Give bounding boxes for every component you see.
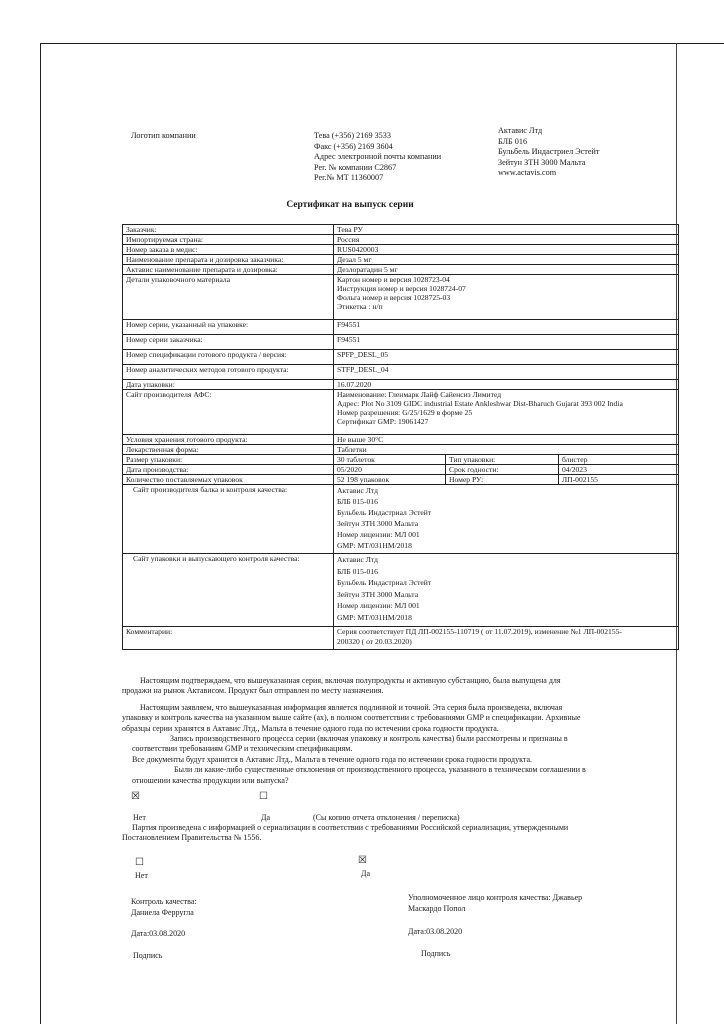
comments-value xyxy=(334,627,679,650)
table-row xyxy=(123,365,679,380)
row-value: F94551 xyxy=(334,320,679,335)
api-site-line: Номер разрешения: G/25/1629 в форме 25 xyxy=(337,408,473,417)
address-line: БЛБ 016 xyxy=(498,136,528,146)
declaration-text xyxy=(122,676,662,786)
page-border-left xyxy=(40,43,41,1024)
row-value: 52 198 упаковок xyxy=(334,475,446,485)
serialization-text xyxy=(122,823,662,844)
row-sub-value: блистер xyxy=(559,455,679,465)
table-row xyxy=(123,245,679,255)
table-row xyxy=(123,455,679,465)
table-row xyxy=(123,475,679,485)
release-site-line: GMP: MT/031HM/2018 xyxy=(337,612,412,622)
paragraph-line: Настоящим заявляем, что вышеуказанная информация является подлинной и точной. Эта серия была произведена, включая xyxy=(140,702,563,712)
bulk-site-line: Актавис Лтд xyxy=(337,486,379,495)
row-label: Сайт упаковки и выпускающего контроля качества: xyxy=(123,554,334,627)
row-sub-label: Срок годности: xyxy=(446,465,559,475)
paragraph-line: образцы серии хранятся в Актавис Лтд., Мальта в течение одного года по истечении срока годности продукта. xyxy=(122,723,499,733)
row-value: 30 таблеток xyxy=(334,455,446,465)
contact-line: Факс (+356) 2169 3604 xyxy=(314,141,393,151)
bulk-site-line: GMP: MT/031HM/2018 xyxy=(337,541,412,550)
deviation-yes-note: (Сы копию отчета отклонения / переписка) xyxy=(313,813,460,822)
release-site-line: Актавис Лтд xyxy=(337,555,379,564)
row-label: Сайт производителя АФС: xyxy=(123,390,334,435)
comment-line: Серия соответствует ПД ЛП-002155-110719 ( от 11.07.2019), изменение №1 ЛП-002155- xyxy=(337,627,622,636)
row-value: Дезал 5 мг xyxy=(334,255,679,265)
row-label: Номер спецификации готового продукта / версия: xyxy=(123,350,334,365)
table-row xyxy=(123,225,679,235)
table-row xyxy=(123,465,679,475)
qp-name: Маскардо Попол xyxy=(408,904,466,913)
paragraph-line: Настоящим подтверждаем, что вышеуказанная серия, включая полупродукты и активную субстанцию, была выпущена для xyxy=(140,676,561,685)
row-label: Номер аналитических методов готового продукта: xyxy=(123,365,334,380)
qp-signature-label: Подпись xyxy=(421,949,451,958)
row-label: Импортируемая страна: xyxy=(123,235,334,245)
contact-line: Рег.№ МТ 11360007 xyxy=(314,173,384,183)
qp-label: Уполномоченное лицо контроля качества: Джавьер xyxy=(408,893,583,902)
row-value: Дезлоратадин 5 мг xyxy=(334,265,679,275)
row-value: F94551 xyxy=(334,335,679,350)
row-value: Таблетки xyxy=(334,445,679,455)
address-line: Актавис Лтд xyxy=(498,126,543,135)
deviation-no-checkbox[interactable]: ☒ xyxy=(131,791,140,802)
row-sub-label: Номер РУ: xyxy=(446,475,559,485)
packaging-line: Инструкция номер и версия 1028724-07 xyxy=(337,284,466,293)
deviation-no-label: Нет xyxy=(133,813,146,822)
qc-label: Контроль качества: xyxy=(131,897,197,906)
packaging-details xyxy=(334,275,679,320)
paragraph-line: отношении качества продукции или выпуска? xyxy=(132,775,289,785)
row-value: STFP_DESL_04 xyxy=(334,365,679,380)
qc-date: Дата:03.08.2020 xyxy=(131,929,186,938)
bulk-site-line: Номер лицензии: MЛ 001 xyxy=(337,530,420,539)
paragraph-line: Все документы будут хранится в Актавис Лтд., Мальта в течение одного года по истечении срока годности продукта. xyxy=(132,754,533,764)
serialization-line: Постановлением Правительства № 1556. xyxy=(122,833,262,843)
table-row xyxy=(123,554,679,627)
row-value: Тева РУ xyxy=(334,225,679,235)
serialization-line: Партия произведена с информацией о сериализации в соответствии с требованиями Российской сериализации, утвержденными xyxy=(132,823,569,832)
row-value: 05/2020 xyxy=(334,465,446,475)
table-row xyxy=(123,275,679,320)
api-site-details xyxy=(334,390,679,435)
table-row xyxy=(123,350,679,365)
paragraph-line: Запись производственного процесса серии (включая упаковку и контроль качества) были рассмотрены и признаны в xyxy=(170,734,568,744)
release-site-line: Бульбель Индастриал Эстейт xyxy=(337,578,432,587)
serialization-no-label: Нет xyxy=(135,871,148,880)
packaging-line: Картон номер и версия 1028723-04 xyxy=(337,275,450,284)
release-site-line: Номер лицензии: MЛ 001 xyxy=(337,601,420,610)
table-row xyxy=(123,485,679,554)
bulk-site-line: Бульбель Индастриал Эстейт xyxy=(337,508,432,517)
row-sub-value: ЛП-002155 xyxy=(559,475,679,485)
address-line: Зейтун ЗТН 3000 Мальта xyxy=(498,157,586,167)
address-block xyxy=(498,126,599,179)
paragraph-line: соответствии требованиям GMP и техническим спецификациям. xyxy=(132,744,353,754)
row-label: Заказчик: xyxy=(123,225,334,235)
qc-signature-label: Подпись xyxy=(133,951,163,960)
table-row xyxy=(123,335,679,350)
contact-line: Тева (+356) 2169 3533 xyxy=(314,131,391,140)
row-label: Количество поставляемых упаковок xyxy=(123,475,334,485)
row-label: Сайт производителя балка и контроля качества: xyxy=(123,485,334,554)
row-label: Наименование препарата и дозировка заказчика: xyxy=(123,255,334,265)
api-site-line: Сертификат GMP: 19061427 xyxy=(337,417,429,426)
row-label: Дата упаковки: xyxy=(123,380,334,390)
api-site-line: Адрес: Plot No 3109 GIDC industrial Estate Ankleshwar Dist-Bharuch Gujarat 393 002 India xyxy=(337,399,623,408)
contact-line: Рег. № компании C2867 xyxy=(314,162,397,172)
bulk-site-line: БЛБ 015-016 xyxy=(337,497,378,506)
contact-line: Адрес электронной почты компании xyxy=(314,152,442,162)
packaging-line: Фольга номер и версия 1028725-03 xyxy=(337,293,451,302)
address-line: Бульбель Индастриел Эстейт xyxy=(498,147,600,157)
packaging-line: Этикетка : н/п xyxy=(337,302,383,311)
qp-date: Дата:03.08.2020 xyxy=(408,927,463,936)
logo-placeholder: Логотип компании xyxy=(131,131,196,140)
bulk-site-details xyxy=(334,485,679,554)
table-row xyxy=(123,390,679,435)
table-row xyxy=(123,627,679,650)
comment-line: 200320 ( от 20.03.2020) xyxy=(337,637,412,646)
row-label: Номер серии заказчика: xyxy=(123,335,334,350)
row-label: Условия хранения готового продукта: xyxy=(123,435,334,445)
row-value: SPFP_DESL_05 xyxy=(334,350,679,365)
row-label: Размер упаковки: xyxy=(123,455,334,465)
api-site-line: Наименование: Гленмарк Лайф Сайенсиз Лимитед xyxy=(337,390,502,399)
row-value: Россия xyxy=(334,235,679,245)
release-site-line: БЛБ 015-016 xyxy=(337,566,378,576)
paragraph-line: Были ли какие-либо существенные отклонения от производственного процесса, указанного в техническом соглашении в xyxy=(174,765,586,775)
row-label: Лекарственная форма: xyxy=(123,445,334,455)
deviation-yes-checkbox[interactable]: ☐ xyxy=(259,791,268,802)
row-sub-label: Тип упаковки: xyxy=(446,455,559,465)
page-border-top xyxy=(40,43,724,44)
row-label: Детали упаковочного материала xyxy=(123,275,334,320)
row-label: Комментарии: xyxy=(123,627,334,650)
row-label: Актавис наименование препарата и дозировка: xyxy=(123,265,334,275)
document-title: Сертификат на выпуск серии xyxy=(286,200,414,210)
contact-block xyxy=(314,131,441,184)
address-line: www.actavis.com xyxy=(498,168,557,178)
bulk-site-line: Зейтун ЗТН 3000 Мальта xyxy=(337,519,419,528)
row-label: Номер серии, указанный на упаковке: xyxy=(123,320,334,335)
table-row xyxy=(123,380,679,390)
table-row xyxy=(123,235,679,245)
table-row xyxy=(123,265,679,275)
table-row xyxy=(123,320,679,335)
row-label: Дата производства: xyxy=(123,465,334,475)
row-value: Не выше 30°С xyxy=(334,435,679,445)
serialization-no-checkbox[interactable]: ☐ xyxy=(135,857,144,868)
table-row xyxy=(123,445,679,455)
qc-name: Даниела Ферругла xyxy=(131,908,194,917)
release-site-details xyxy=(334,554,679,627)
row-label: Номер заказа в медис: xyxy=(123,245,334,255)
serialization-yes-checkbox[interactable]: ☒ xyxy=(358,855,367,866)
deviation-yes-label: Да xyxy=(261,813,271,822)
row-value: 16.07.2020 xyxy=(334,380,679,390)
release-site-line: Зейтун ЗТН 3000 Мальта xyxy=(337,589,419,599)
paragraph-line: упаковку и контроль качества на указанном выше сайте (ах), в полном соответствии с требованиями GMP и спецификации. Архивные xyxy=(122,713,581,723)
serialization-yes-label: Да xyxy=(361,869,371,878)
row-sub-value: 04/2023 xyxy=(559,465,679,475)
certificate-table xyxy=(122,224,679,650)
table-row xyxy=(123,435,679,445)
row-value: RUS0420003 xyxy=(334,245,679,255)
paragraph-line: продажи на рынок Актависом. Продукт был отправлен по месту назначения. xyxy=(122,686,384,696)
table-row xyxy=(123,255,679,265)
